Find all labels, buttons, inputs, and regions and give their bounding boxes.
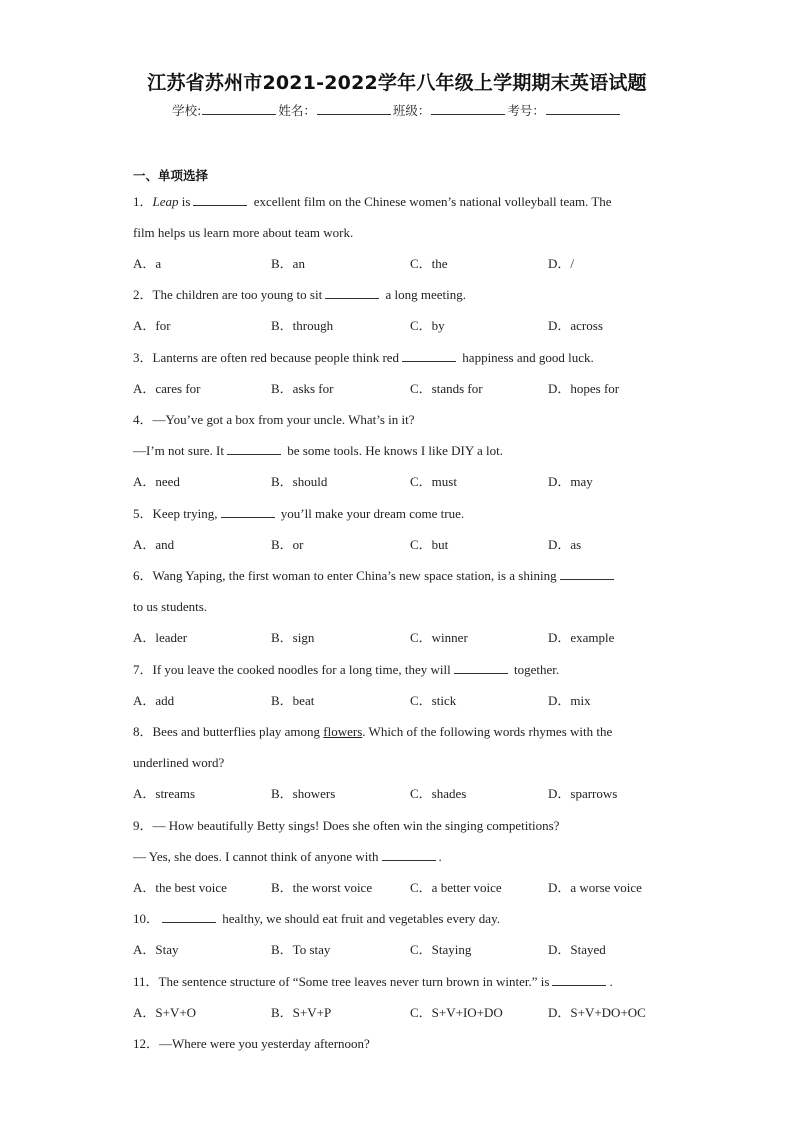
question-text: you’ll make your dream come true.: [277, 506, 465, 521]
question-text: If you leave the cooked noodles for a long time, they will: [152, 662, 451, 677]
answer-blank: [221, 506, 275, 518]
question-text: .: [609, 974, 613, 989]
option-d: D．may: [548, 474, 593, 489]
question-text: —Where were you yesterday afternoon?: [159, 1036, 370, 1051]
option-c: C．winner: [410, 630, 468, 645]
question-number: 1．: [133, 194, 153, 209]
option-c: C．S+V+IO+DO: [410, 1005, 503, 1020]
class-label: 班级：: [392, 103, 431, 118]
question-8: [133, 724, 663, 740]
option-c: C．but: [410, 537, 449, 552]
option-c: C．by: [410, 318, 445, 333]
question-8-line2: underlined word?: [133, 755, 225, 770]
option-d: D．S+V+DO+OC: [548, 1005, 646, 1020]
question-text: —You’ve got a box from your uncle. What’s in it?: [152, 412, 415, 427]
option-d: D．sparrows: [548, 786, 618, 801]
option-b: B．the worst voice: [271, 880, 373, 895]
question-text: . Which of the following words rhymes with the: [362, 724, 613, 739]
question-7: [133, 662, 663, 678]
answer-blank: [402, 350, 456, 362]
option-a: A．need: [133, 474, 180, 489]
option-a: A．cares for: [133, 381, 201, 396]
option-a: A．the best voice: [133, 880, 227, 895]
option-b: B．sign: [271, 630, 315, 645]
option-c: C．Staying: [410, 942, 472, 957]
option-d: D．hopes for: [548, 381, 620, 396]
answer-blank: [552, 974, 606, 986]
option-d: D．/: [548, 256, 575, 271]
exam-title: 江苏省苏州市2021-2022学年八年级上学期期末英语试题: [147, 72, 647, 94]
option-b: B．should: [271, 474, 328, 489]
option-d: D．as: [548, 537, 582, 552]
option-a: A．S+V+O: [133, 1005, 197, 1020]
option-b: B．or: [271, 537, 304, 552]
question-number: 4．: [133, 412, 153, 427]
question-number: 12．: [133, 1036, 160, 1051]
question-text: a long meeting.: [382, 287, 466, 302]
question-text: is: [178, 194, 191, 209]
question-number: 5．: [133, 506, 153, 521]
option-d: D．example: [548, 630, 615, 645]
option-a: A．a: [133, 256, 162, 271]
question-number: 8．: [133, 724, 153, 739]
question-number: 7．: [133, 662, 153, 677]
answer-blank: [193, 194, 247, 206]
option-a: A．Stay: [133, 942, 179, 957]
option-a: A．streams: [133, 786, 196, 801]
question-11: [133, 974, 663, 990]
question-number: 6．: [133, 568, 153, 583]
question-6-line2: to us students.: [133, 599, 208, 614]
question-text: together.: [510, 662, 560, 677]
answer-blank: [454, 662, 508, 674]
option-b: B．an: [271, 256, 305, 271]
option-c: C．stands for: [410, 381, 483, 396]
question-text: — Yes, she does. I cannot think of anyone with: [133, 849, 379, 864]
question-text: Wang Yaping, the first woman to enter China’s new space station, is a shining: [152, 568, 557, 583]
option-d: D．Stayed: [548, 942, 606, 957]
option-a: A．and: [133, 537, 175, 552]
question-text: — How beautifully Betty sings! Does she often win the singing competitions?: [152, 818, 560, 833]
option-c: C．must: [410, 474, 457, 489]
id-label: 考号：: [507, 103, 545, 118]
question-text: Lanterns are often red because people think red: [152, 350, 400, 365]
question-12: [133, 1036, 663, 1052]
answer-blank: [325, 287, 379, 299]
section-title: 一、单项选择: [133, 168, 209, 183]
option-a: A．leader: [133, 630, 188, 645]
option-c: C．shades: [410, 786, 467, 801]
question-number: 11．: [133, 974, 159, 989]
underlined-word: flowers: [323, 724, 363, 739]
question-10: [133, 911, 663, 927]
question-4: [133, 412, 663, 428]
question-3: [133, 350, 663, 366]
answer-blank: [162, 911, 216, 923]
question-number: 9．: [133, 818, 153, 833]
name-blank[interactable]: [317, 102, 391, 115]
question-text: The children are too young to sit: [152, 287, 323, 302]
question-1: [133, 194, 663, 210]
option-b: B．through: [271, 318, 334, 333]
question-9: [133, 818, 663, 834]
question-text: healthy, we should eat fruit and vegetables every day.: [219, 911, 500, 926]
question-1-line2: film helps us learn more about team work.: [133, 225, 354, 240]
answer-blank: [227, 443, 281, 455]
question-text: Keep trying,: [152, 506, 218, 521]
option-c: C．a better voice: [410, 880, 502, 895]
id-blank[interactable]: [546, 102, 620, 115]
question-4-line2: [133, 443, 663, 459]
answer-blank: [560, 568, 614, 580]
question-text: The sentence structure of “Some tree leaves never turn brown in winter.” is: [158, 974, 550, 989]
student-info-row: [0, 101, 794, 119]
question-text: .: [438, 849, 442, 864]
option-b: B．S+V+P: [271, 1005, 332, 1020]
question-5: [133, 506, 663, 522]
option-d: D．across: [548, 318, 603, 333]
option-d: D．mix: [548, 693, 591, 708]
question-9-line2: [133, 849, 663, 865]
question-text: excellent film on the Chinese women’s national volleyball team. The: [250, 194, 612, 209]
option-b: B．beat: [271, 693, 315, 708]
answer-blank: [382, 849, 436, 861]
question-number: 2．: [133, 287, 153, 302]
option-c: C．the: [410, 256, 448, 271]
option-b: B．asks for: [271, 381, 334, 396]
option-a: A．add: [133, 693, 175, 708]
question-number: 3．: [133, 350, 153, 365]
school-blank[interactable]: [202, 102, 276, 115]
option-b: B．showers: [271, 786, 336, 801]
option-b: B．To stay: [271, 942, 331, 957]
question-text: be some tools. He knows I like DIY a lot.: [283, 443, 504, 458]
option-c: C．stick: [410, 693, 457, 708]
question-text: Bees and butterflies play among: [152, 724, 321, 739]
italic-title: Leap: [152, 194, 179, 209]
name-label: 姓名：: [278, 103, 316, 118]
option-a: A．for: [133, 318, 171, 333]
question-6: [133, 568, 663, 584]
class-blank[interactable]: [431, 102, 505, 115]
option-d: D．a worse voice: [548, 880, 642, 895]
question-text: —I’m not sure. It: [133, 443, 224, 458]
question-number: 10．: [133, 911, 160, 926]
school-label: 学校:: [172, 103, 202, 118]
question-2: [133, 287, 663, 303]
question-text: happiness and good luck.: [459, 350, 594, 365]
